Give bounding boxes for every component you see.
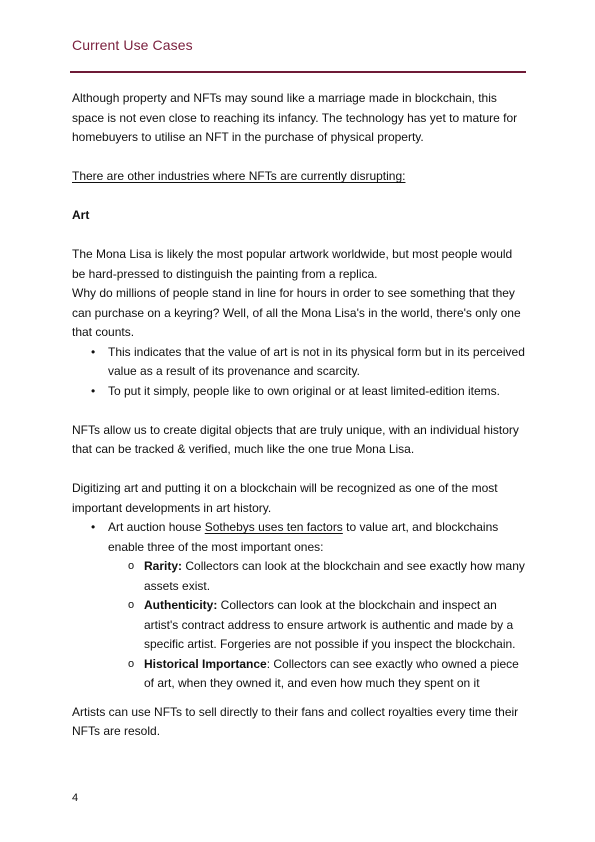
header-divider (70, 71, 526, 73)
paragraph-mona-lisa-question: Why do millions of people stand in line for hours in order to see something that they can purchase on a keyring? Well, of all the Mona Lisa's in the world, there's only one that counts. (72, 286, 521, 339)
sothebys-text-after: to value art, and blockchains enable three of the most important ones: (108, 520, 499, 554)
factor-text: Collectors can look at the blockchain and inspect an artist's contract address to ensure artwork is authentic and made by a specific artist. Forgeries are not possible if you inspect the blockchain. (144, 598, 516, 651)
section-heading-art: Art (72, 208, 90, 222)
factor-historical-importance (144, 655, 526, 694)
paragraph-nfts-unique: NFTs allow us to create digital objects that are truly unique, with an individual history that can be tracked & verified, much like the one true Mona Lisa. (72, 422, 519, 456)
factor-text: : Collectors can see exactly who owned a piece of art, when they owned it, and even how much they spent on it (144, 656, 519, 690)
sothebys-text-before: Art auction house (108, 520, 205, 534)
industries-heading: There are other industries where NFTs are currently disrupting: (72, 169, 406, 183)
sothebys-link[interactable]: Sothebys uses ten factors (204, 520, 343, 534)
bullet-list-sothebys (72, 518, 526, 694)
page-number: 4 (72, 792, 79, 804)
intro-paragraph: Although property and NFTs may sound like a marriage made in blockchain, this space is not even close to reaching its infancy. The technology has yet to mature for homebuyers to utilise an NFT in the purchase of physical property. (72, 91, 518, 144)
bullet-list-value (72, 343, 526, 402)
factor-label: Authenticity: (144, 598, 218, 612)
page-header-title: Current Use Cases (72, 37, 193, 53)
bullet-item-sothebys (108, 518, 526, 694)
factor-label: Rarity: (144, 559, 183, 573)
factor-rarity (144, 557, 526, 596)
bullet-item: • This indicates that the value of art is not in its physical form but in its perceived value as a result of its provenance and scarcity. (108, 343, 526, 382)
paragraph-artists-royalties: Artists can use NFTs to sell directly to their fans and collect royalties every time their NFTs are resold. (72, 704, 519, 738)
paragraph-digitizing-art: Digitizing art and putting it on a blockchain will be recognized as one of the most important developments in art history. (72, 481, 498, 515)
factor-label: Historical Importance (144, 656, 267, 671)
factor-text: Collectors can look at the blockchain and see exactly how many assets exist. (144, 559, 525, 593)
document-body (72, 89, 526, 742)
sub-list-factors (108, 557, 526, 694)
bullet-item: • To put it simply, people like to own original or at least limited-edition items. (108, 382, 526, 402)
factor-authenticity (144, 596, 526, 655)
paragraph-mona-lisa: The Mona Lisa is likely the most popular artwork worldwide, but most people would be hard-pressed to distinguish the painting from a replica. (72, 247, 513, 281)
